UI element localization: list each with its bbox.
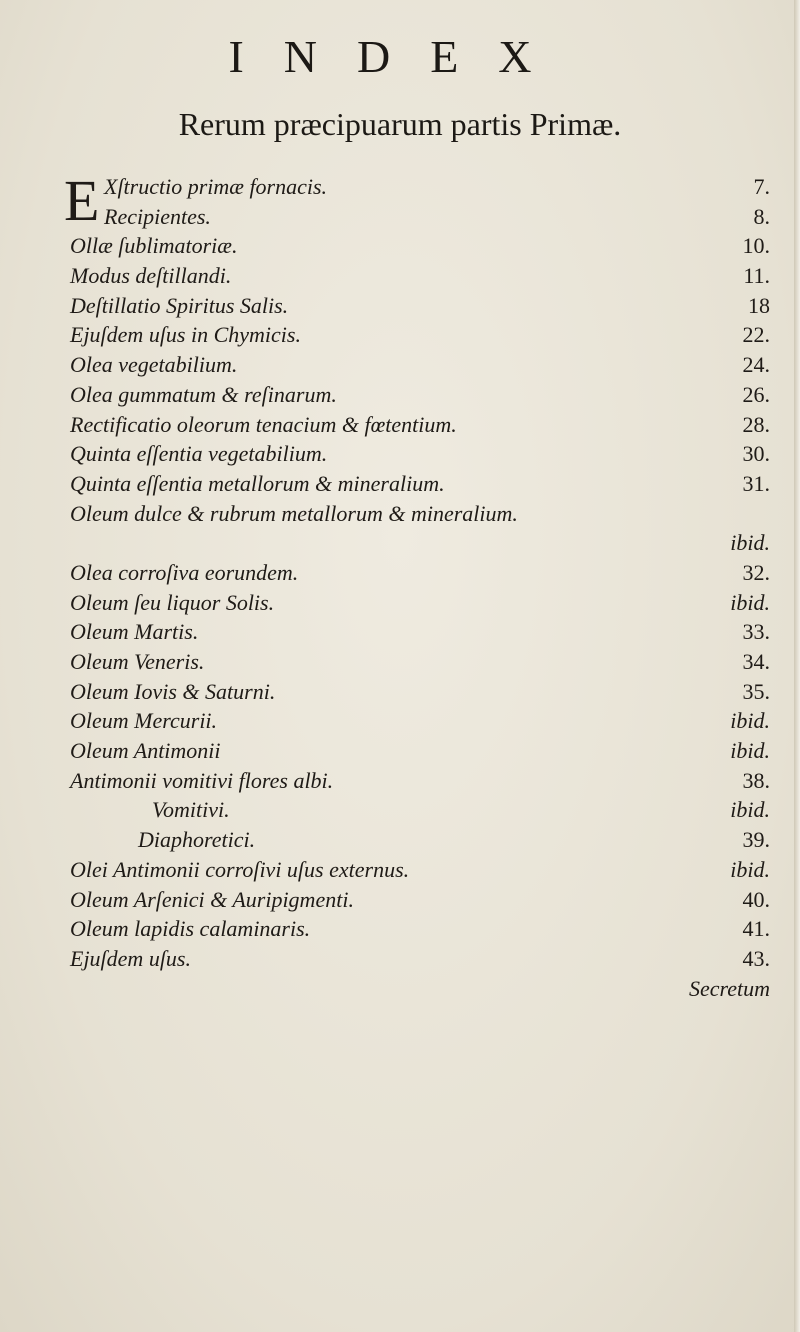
- index-entry: [70, 558, 770, 588]
- entry-page: ibid.: [730, 708, 770, 734]
- entry-page: 30.: [742, 441, 770, 467]
- index-title: INDEX: [228, 31, 572, 82]
- index-entry: [70, 944, 770, 974]
- index-entry: [70, 350, 770, 380]
- entry-text: Oleum Veneris.: [70, 649, 205, 674]
- index-entry: [70, 261, 770, 291]
- page-edge: [794, 0, 800, 1332]
- entry-text: Oleum Martis.: [70, 619, 199, 645]
- entry-text: Deſtillatio Spiritus Salis.: [70, 292, 289, 318]
- entry-page: ibid.: [730, 530, 770, 556]
- entry-page: ibid.: [730, 856, 770, 882]
- entry-text: Oleum dulce & rubrum metallorum & mineralium.: [70, 500, 518, 526]
- entry-text: Vomitivi.: [152, 797, 230, 823]
- entry-text: Oleum Mercurii.: [70, 708, 218, 734]
- entry-text: Olea corroſiva eorundem.: [70, 559, 299, 585]
- index-entry: [70, 291, 770, 321]
- index-entry: [70, 914, 770, 944]
- index-entry: [70, 172, 770, 202]
- index-entry: [70, 825, 770, 855]
- entry-page: 34.: [742, 649, 770, 674]
- entry-text: Oleum ſeu liquor Solis.: [70, 589, 275, 615]
- index-entry: [70, 706, 770, 736]
- index-entry: [70, 320, 770, 350]
- entry-page: 38.: [742, 767, 770, 793]
- entry-page: 31.: [742, 470, 770, 496]
- entry-text: Rectificatio oleorum tenacium & fœtentium.: [70, 411, 457, 437]
- index-entry: [70, 855, 770, 885]
- entry-page: 35.: [742, 678, 770, 704]
- index-entry: [70, 647, 770, 677]
- entry-text: Ejuſdem uſus.: [70, 945, 191, 971]
- entry-page: ibid.: [730, 738, 770, 764]
- index-entry: [70, 736, 770, 766]
- index-entry: [70, 499, 770, 529]
- entry-page: 28.: [742, 411, 770, 437]
- entry-text: Quinta eſſentia metallorum & mineralium.: [70, 470, 445, 496]
- entry-text: Modus deſtillandi.: [70, 263, 232, 289]
- index-entries: [64, 168, 770, 1003]
- entry-text: Ejuſdem uſus in Chymicis.: [70, 322, 301, 348]
- entry-page: 10.: [742, 233, 770, 259]
- drop-cap: E: [64, 168, 100, 233]
- entry-text: Oleum Iovis & Saturni.: [70, 678, 276, 704]
- entry-page: 33.: [742, 619, 770, 645]
- entry-text: Quinta eſſentia vegetabilium.: [70, 441, 328, 467]
- entry-page: 41.: [742, 916, 770, 942]
- entry-text: Olea gummatum & reſinarum.: [70, 381, 337, 407]
- entry-page: 22.: [742, 322, 770, 348]
- index-entry: [70, 380, 770, 410]
- entry-page: 7.: [753, 174, 770, 199]
- index-entry: [70, 885, 770, 915]
- entry-page: 26.: [742, 381, 770, 407]
- entry-text: Olea vegetabilium.: [70, 352, 238, 378]
- index-entry: [70, 469, 770, 499]
- entry-page: 32.: [742, 559, 770, 585]
- entry-text: Xſtructio primæ fornacis.: [104, 174, 328, 199]
- catchword: Secretum: [688, 975, 770, 1001]
- entry-page: 11.: [743, 263, 770, 289]
- entry-page: 43.: [742, 945, 770, 971]
- entry-text: Oleum Arſenici & Auripigmenti.: [70, 886, 354, 912]
- entry-text: Oleum lapidis calaminaris.: [70, 916, 311, 942]
- index-entry: [70, 528, 770, 558]
- index-entry: [70, 202, 770, 232]
- entry-page: 40.: [742, 886, 770, 912]
- entry-text: Ollæ ſublimatoriæ.: [70, 233, 238, 259]
- index-entry: [70, 677, 770, 707]
- entry-text: Oleum Antimonii: [70, 738, 221, 764]
- entry-page: ibid.: [730, 589, 770, 615]
- entry-text: Recipientes.: [104, 203, 211, 229]
- index-subtitle: Rerum præcipuarum partis Primæ.: [178, 106, 622, 142]
- entry-text: Antimonii vomitivi flores albi.: [70, 767, 334, 793]
- entry-page: 18: [748, 292, 770, 318]
- entry-page: 8.: [753, 203, 770, 229]
- catchword-row: [70, 974, 770, 1004]
- index-entry: [70, 439, 770, 469]
- entry-page: ibid.: [730, 797, 770, 823]
- entry-page: 24.: [742, 352, 770, 378]
- index-entry: [70, 617, 770, 647]
- index-entry: [70, 588, 770, 618]
- entry-page: 39.: [742, 827, 770, 853]
- entry-text: Olei Antimonii corroſivi uſus externus.: [70, 856, 410, 882]
- index-entry: [70, 231, 770, 261]
- index-entry: [70, 766, 770, 796]
- index-entry: [70, 795, 770, 825]
- entry-text: Diaphoretici.: [138, 827, 256, 853]
- index-entry: [70, 410, 770, 440]
